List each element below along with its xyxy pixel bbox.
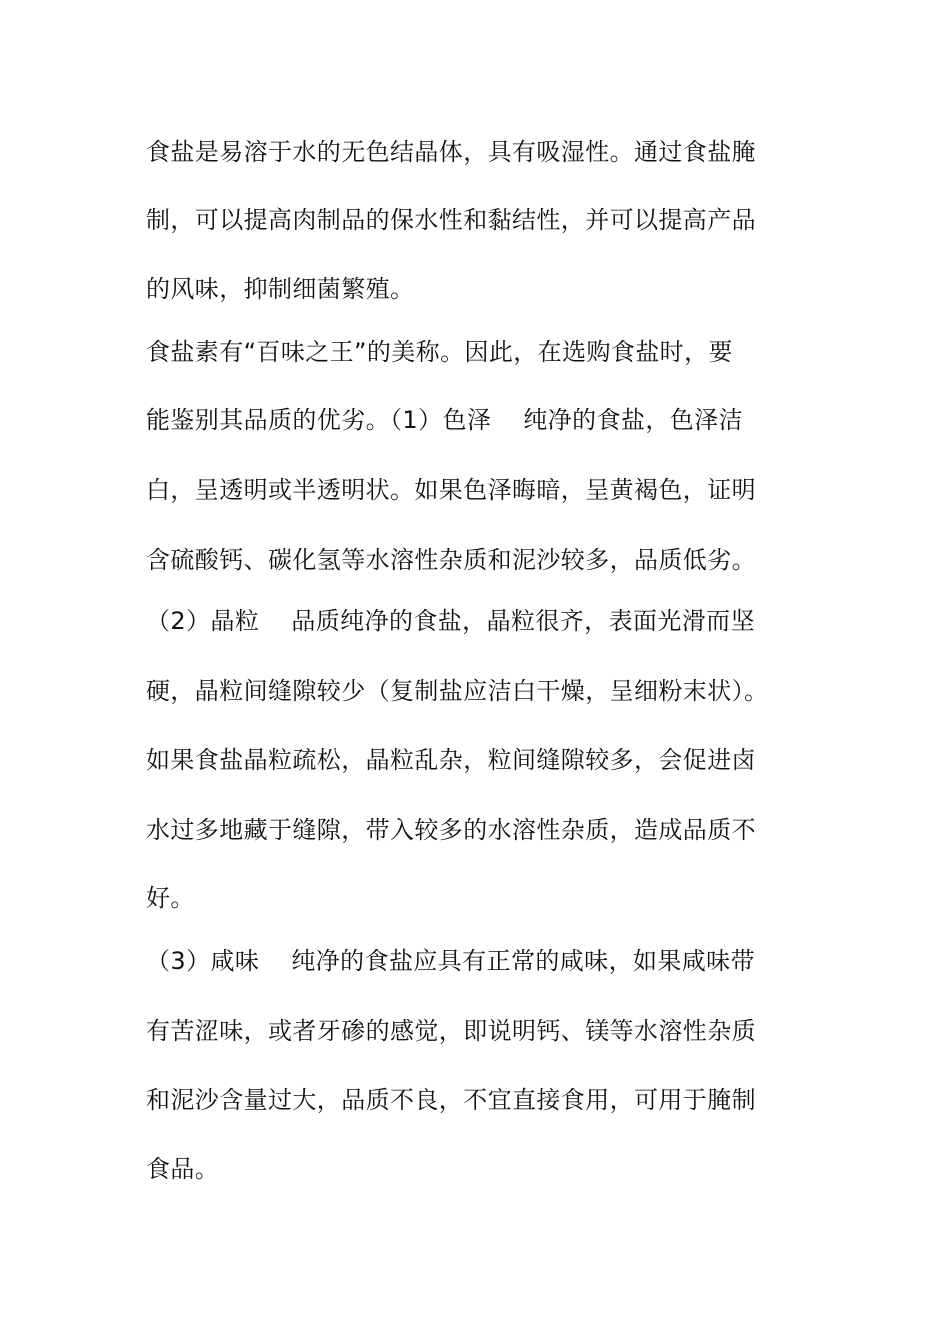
text-line: 食品。 xyxy=(146,1155,220,1183)
text-line: 白，呈透明或半透明状。如果色泽晦暗，呈黄褐色，证明 xyxy=(146,476,756,504)
text-line: 和泥沙含量过大，品质不良，不宜直接食用，可用于腌制 xyxy=(146,1086,756,1114)
text-line: 食盐素有“百味之王”的美称。因此，在选购食盐时，要 xyxy=(146,338,733,366)
text-line: 食盐是易溶于水的无色结晶体，具有吸湿性。通过食盐腌 xyxy=(146,138,756,166)
text-line: 好。 xyxy=(146,884,195,912)
text-line: 的风味，抑制细菌繁殖。 xyxy=(146,275,415,303)
text-line: 有苦涩味，或者牙碜的感觉，即说明钙、镁等水溶性杂质 xyxy=(146,1017,756,1045)
text-line: （3）咸味 纯净的食盐应具有正常的咸味，如果咸味带 xyxy=(146,947,755,975)
text-line: 水过多地藏于缝隙，带入较多的水溶性杂质，造成品质不 xyxy=(146,816,756,844)
text-line: （2）晶粒 品质纯净的食盐，晶粒很齐，表面光滑而坚 xyxy=(146,607,755,635)
text-line: 含硫酸钙、碳化氢等水溶性杂质和泥沙较多，品质低劣。 xyxy=(146,546,756,574)
text-line: 能鉴别其品质的优劣。（1）色泽 纯净的食盐，色泽洁 xyxy=(146,406,743,434)
text-line: 制，可以提高肉制品的保水性和黏结性，并可以提高产品 xyxy=(146,206,756,234)
text-line: 如果食盐晶粒疏松，晶粒乱杂，粒间缝隙较多，会促进卤 xyxy=(146,746,756,774)
text-line: 硬，晶粒间缝隙较少（复制盐应洁白干燥，呈细粉末状）。 xyxy=(146,677,769,705)
